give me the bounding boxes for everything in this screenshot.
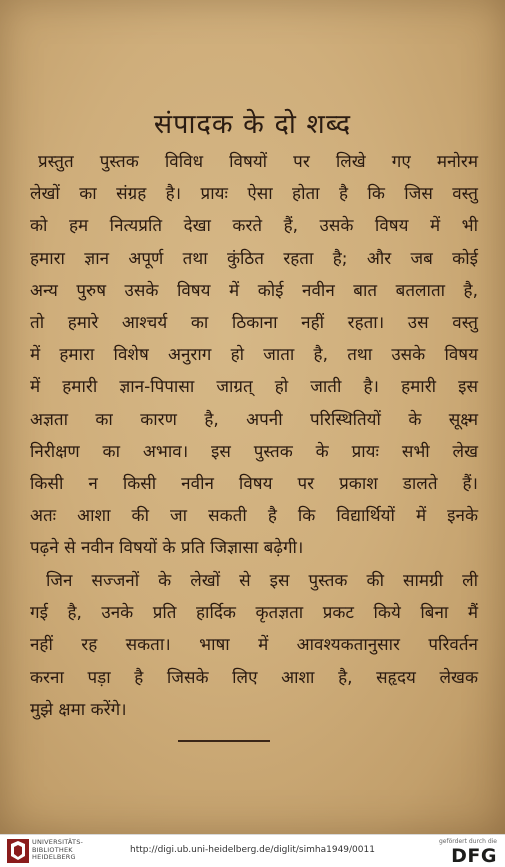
text-line: में हमारा विशेष अनुराग हो जाता है, तथा उसके विषय <box>30 345 478 366</box>
page-heading: संपादक के दो शब्द <box>153 109 352 140</box>
text-line: तो हमारे आश्चर्य का ठिकाना नहीं रहता। उस वस्तु <box>30 313 478 334</box>
text-line: नहीं रह सकता। भाषा में आवश्यकतानुसार परिवर्तन <box>30 635 478 656</box>
end-rule <box>178 740 270 742</box>
paragraph-2 <box>30 565 478 726</box>
text-line: निरीक्षण का अभाव। इस पुस्तक के प्रायः सभी लेख <box>30 441 478 462</box>
library-name-line: HEIDELBERG <box>32 853 76 861</box>
text-line: जिन सज्जनों के लेखों से इस पुस्तक की सामग्री ली <box>46 571 478 591</box>
library-name-line: BIBLIOTHEK <box>32 845 73 854</box>
text-line: लेखों का संग्रह है। प्रायः ऐसा होता है कि जिस वस्तु <box>30 184 478 205</box>
viewer-footer <box>0 834 505 867</box>
text-line: अन्य पुरुष उसके विषय में कोई नवीन बात बतलाता है, <box>30 280 478 301</box>
text-line: हमारा ज्ञान अपूर्ण तथा कुंठित रहता है; और जब कोई <box>30 248 478 269</box>
text-line: प्रस्तुत पुस्तक विविध विषयों पर लिखे गए मनोरम <box>38 152 478 172</box>
text-line: को हम नित्यप्रति देखा करते हैं, उसके विषय में भी <box>30 216 478 237</box>
permalink-url[interactable]: http://digi.ub.uni-heidelberg.de/diglit/simha1949/0011 <box>130 845 375 855</box>
library-name-line: UNIVERSITÄTS- <box>32 838 84 846</box>
text-line: पढ़ने से नवीन विषयों के प्रति जिज्ञासा बढ़ेगी। <box>30 538 304 559</box>
text-line: अतः आशा की जा सकती है कि विद्यार्थियों में इनके <box>30 506 478 527</box>
funding-note: gefördert durch die <box>439 838 497 845</box>
text-line: अज्ञता का कारण है, अपनी परिस्थितियों के सूक्ष्म <box>30 409 478 430</box>
text-line: गई है, उनके प्रति हार्दिक कृतज्ञता प्रकट किये बिना मैं <box>30 603 478 624</box>
text-line: करना पड़ा है जिसके लिए आशा है, सहृदय लेखक <box>30 667 478 688</box>
dfg-logo: DFG <box>451 845 497 867</box>
text-line: में हमारी ज्ञान-पिपासा जाग्रत् हो जाती है। हमारी इस <box>30 377 478 398</box>
text-line: किसी न किसी नवीन विषय पर प्रकाश डालते हैं। <box>30 474 478 495</box>
paragraph-1 <box>30 146 478 565</box>
text-line: मुझे क्षमा करेंगे। <box>30 699 127 720</box>
